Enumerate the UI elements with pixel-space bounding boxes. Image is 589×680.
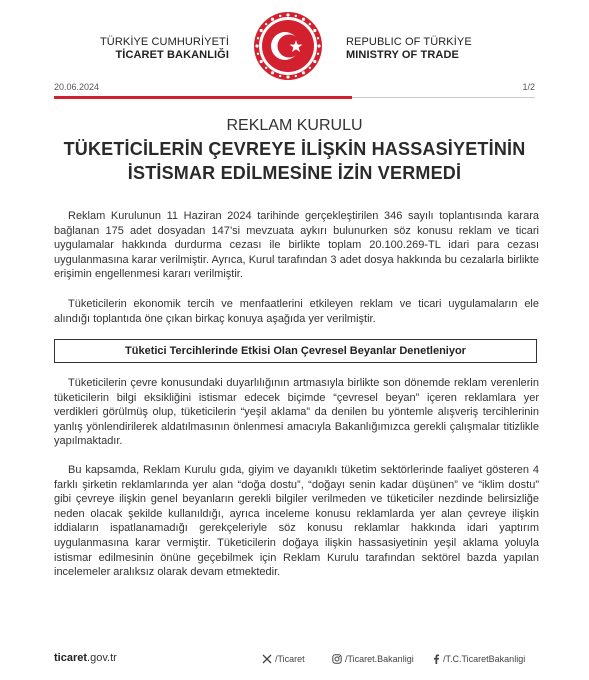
page-number: 1/2 [522, 82, 535, 92]
ministry-title-tr: TİCARET BAKANLIĞI [115, 49, 229, 61]
paragraph-4 [54, 463, 539, 580]
section-subheading: Tüketici Tercihlerinde Etkisi Olan Çevresel Beyanlar Denetleniyor [54, 339, 537, 363]
ministry-title-en: MINISTRY OF TRADE [346, 49, 459, 61]
paragraph-4-text: Bu kapsamda, Reklam Kurulu gıda, giyim ve dayanıklı tüketim sektörlerinde faaliyet gösteren 4 farklı şirketin reklamlarında yer alan “doğa dostu”, “doğayı senin kadar düşünen” ve “iklim dostu” gibi çevreye ilişkin genel beyanların gerekli bilgiler verilmeden ve tüketiciler nezdinde belirsizliğe neden olacak şekilde kullanıldığı, ayrıca inceleme konusu reklamlarda yer alan çevreye ilişkin iddiaların ispatlanamadığı gerekçeleriyle söz konusu reklamlar hakkında idari yaptırım uygulanmasına karar vermiştir. Tüketicilerin doğaya ilişkin hassasiyetinin yeşil aklama yoluyla istismar edilmesinin önüne geçebilmek için Reklam Kurulu tarafından sektörel bazda yapılan incelemeler aralıksız olarak devam etmektedir. [54, 464, 539, 579]
website-domain-bold: ticaret [54, 652, 88, 664]
ministry-name-tr [100, 36, 229, 62]
paragraph-1 [54, 209, 539, 282]
press-release-headline: TÜKETİCİLERİN ÇEVREYE İLİŞKİN HASSASİYETİNİN İSTİSMAR EDİLMESİNE İZİN VERMEDİ [63, 139, 526, 183]
facebook-social-link[interactable] [432, 654, 525, 664]
header-divider [54, 96, 535, 99]
divider-red-segment [54, 96, 352, 99]
paragraph-3 [54, 376, 539, 449]
website-domain-suffix: .gov.tr [87, 652, 117, 664]
website-link[interactable] [54, 652, 117, 664]
republic-name-en: REPUBLIC OF TÜRKİYE [346, 36, 472, 48]
ministry-seal-logo [252, 10, 324, 82]
paragraph-1-text: Reklam Kurulunun 11 Haziran 2024 tarihinde gerçekleştirilen 346 sayılı toplantısında karara bağlanan 175 adet dosyadan 147’si mevzuata aykırı bulunurken söz konusu reklam ve ticari uygulamalar hakkında durdurma cezası ile birlikte toplam 20.100.269-TL idari para cezası uygulanmasına karar verilmiştir. Ayrıca, Kurul tarafından 3 adet dosya hakkında bu cezalarla birlikte erişimin engellenmesi kararı verilmiştir. [54, 210, 539, 281]
x-social-link[interactable] [262, 654, 305, 664]
instagram-handle: /Ticaret.Bakanligi [345, 654, 414, 664]
instagram-social-link[interactable] [332, 654, 414, 664]
x-logo-icon [262, 654, 272, 664]
paragraph-2 [54, 297, 539, 326]
ministry-name-en [346, 36, 472, 62]
x-handle: /Ticaret [275, 654, 305, 664]
document-date: 20.06.2024 [54, 82, 100, 92]
facebook-handle: /T.C.TicaretBakanligi [443, 654, 526, 664]
instagram-icon [332, 654, 342, 664]
paragraph-3-text: Tüketicilerin çevre konusundaki duyarlılığının artmasıyla birlikte son dönemde reklam verenlerin tüketicilerin bilgi eksikliğini istismar edecek biçimde “çevresel beyan” içeren reklamlara yer verdikleri görülmüş olup, tüketicilerin “yeşil aklama” da denilen bu yöntemle alışveriş tercihlerinin yanlış yönlendirilerek aldatılmasının önlenmesi amacıyla Bakanlığımızca gerekli çalışmalar titizlikle yapılmaktadır. [54, 377, 539, 448]
board-name: REKLAM KURULU [226, 117, 363, 134]
divider-grey-segment [352, 97, 535, 98]
paragraph-2-text: Tüketicilerin ekonomik tercih ve menfaatlerini etkileyen reklam ve ticari uygulamaların ele alındığı toplantıda öne çıkan birkaç konuya aşağıda yer verilmiştir. [54, 298, 539, 325]
facebook-icon [432, 654, 440, 664]
republic-name-tr: TÜRKİYE CUMHURİYETİ [99, 36, 229, 48]
